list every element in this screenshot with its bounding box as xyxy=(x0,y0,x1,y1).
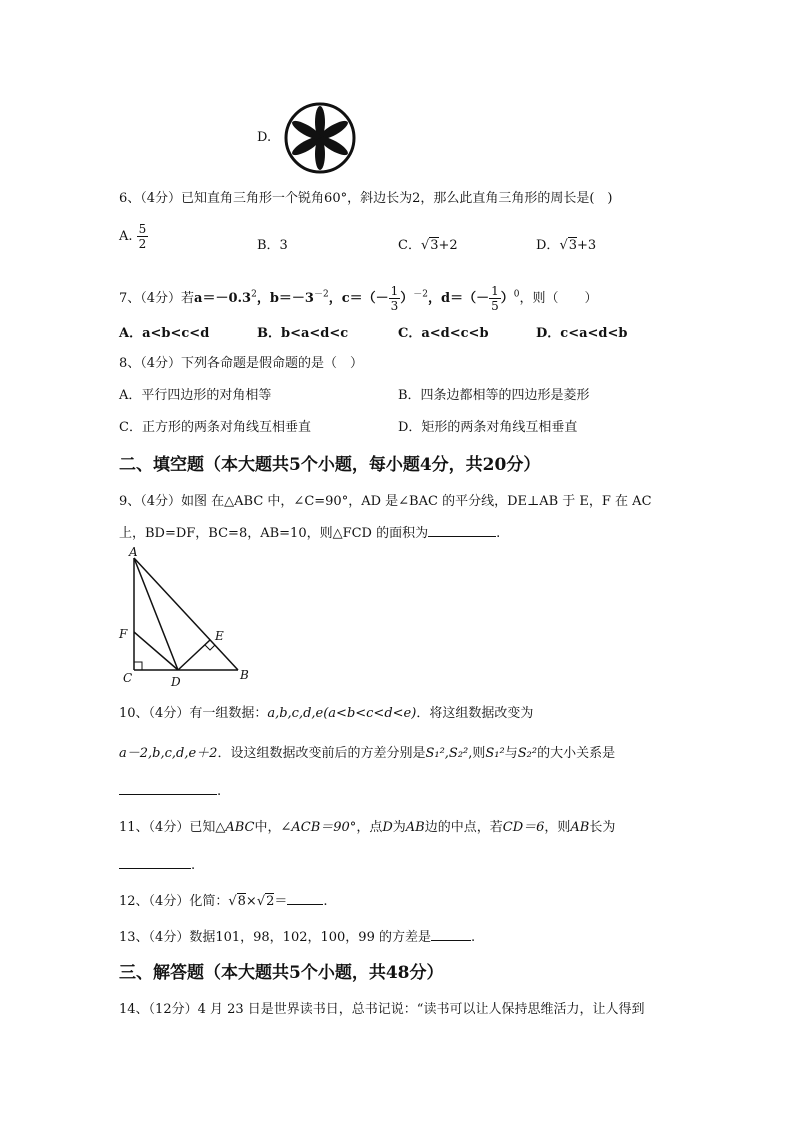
q11-part: 为 xyxy=(392,820,406,835)
q8-option-b: B．四条边都相等的四边形是菱形 xyxy=(398,388,590,403)
q10-part: ,则 xyxy=(468,746,486,761)
q6-d-tail: +3 xyxy=(577,238,597,253)
question-10-line1 xyxy=(119,702,533,721)
section-3-heading: 三、解答题（本大题共5个小题，共48分） xyxy=(119,963,444,983)
label-f: F xyxy=(119,627,128,641)
q10-part: S₁²,S₂² xyxy=(425,746,469,761)
q13-text: 13、（4分）数据101，98，102，100，99 的方差是 xyxy=(119,930,431,945)
q11-answer-blank[interactable] xyxy=(119,854,191,869)
flower-circle-image xyxy=(284,102,356,174)
q11-part: 中， xyxy=(254,820,281,835)
q6-a-denominator: 2 xyxy=(138,237,147,251)
q11-part: 边的中点，若 xyxy=(424,820,503,835)
q10-part: 与 xyxy=(504,746,518,761)
q7-option-d: D．c<a<d<b xyxy=(536,326,628,341)
q8-option-c: C．正方形的两条对角线互相垂直 xyxy=(119,420,311,435)
q12-radicand-1: 8 xyxy=(237,894,246,909)
q7-d-fraction xyxy=(489,284,501,313)
q11-part: ，则 xyxy=(544,820,571,835)
q12-times: × xyxy=(245,894,257,909)
q9-line2-text: 上，BD=DF，BC=8，AB=10，则△FCD 的面积为 xyxy=(119,526,429,541)
q12-answer-blank[interactable] xyxy=(287,890,323,905)
q10-part: ．设这组数据改变前后的方差分别是 xyxy=(217,746,426,761)
q10-part: ．将这组数据改变为 xyxy=(416,706,534,721)
q7-option-b: B．b<a<d<c xyxy=(257,326,349,341)
q11-answer-line xyxy=(119,854,195,873)
q7-part: ，c＝（－ xyxy=(328,291,389,306)
q10-part: S₂² xyxy=(517,746,538,761)
q12-end: . xyxy=(323,894,328,909)
q13-end: . xyxy=(470,930,476,945)
q7-part: ） xyxy=(400,291,414,306)
q6-a-numerator: 5 xyxy=(138,222,147,236)
q9-answer-blank[interactable] xyxy=(428,522,496,537)
q10-answer-line xyxy=(119,780,221,799)
q10-part: a,b,c,d,e(a<b<c<d<e) xyxy=(267,706,417,721)
label-c: C xyxy=(123,671,133,685)
triangle-figure xyxy=(115,544,265,689)
q7-c-num: 1 xyxy=(390,284,399,298)
q6-option-a xyxy=(119,222,148,251)
q10-end: . xyxy=(217,784,222,799)
q7-part: ，d＝（－ xyxy=(428,291,490,306)
q7-part: －2 xyxy=(413,289,429,300)
q7-part: ，b＝－3 xyxy=(256,291,314,306)
q6-option-c: C．√3+2 xyxy=(398,238,458,253)
question-14-text: 14、（12分）4 月 23 日是世界读书日，总书记说：“读书可以让人保持思维活力，让人得到 xyxy=(119,1002,645,1017)
q8-option-a: A．平行四边形的对角相等 xyxy=(119,388,272,403)
q11-part: ∠ACB＝90° xyxy=(280,820,357,835)
q7-part: ，则（ ） xyxy=(519,291,598,306)
q7-part: 7、（4分）若 xyxy=(119,291,195,306)
q12-radicand-2: 2 xyxy=(266,894,275,909)
question-7-text xyxy=(119,284,598,313)
q6-c-radicand: 3 xyxy=(430,238,439,253)
q11-part: △ABC xyxy=(215,820,255,835)
q7-part: 2 xyxy=(251,289,257,300)
label-a: A xyxy=(129,545,138,559)
question-10-line2 xyxy=(119,742,615,761)
q6-c-tail: +2 xyxy=(438,238,458,253)
q11-part: D xyxy=(382,820,393,835)
q6-option-d-label: D． xyxy=(536,238,560,253)
q6-option-d: D．√3+3 xyxy=(536,238,597,253)
q11-part: 11、（4分）已知 xyxy=(119,820,216,835)
q7-option-a: A．a<b<c<d xyxy=(119,326,210,341)
question-9-line1: 9、（4分）如图 在△ABC 中，∠C=90°，AD 是∠BAC 的平分线，DE⊥AB 于 E，F 在 AC xyxy=(119,494,652,509)
q10-part: 的大小关系是 xyxy=(537,746,616,761)
label-b: B xyxy=(240,668,249,682)
q12-equals: ＝ xyxy=(274,894,288,909)
q7-part: a＝－0.3 xyxy=(194,291,252,306)
q11-end: . xyxy=(191,858,196,873)
q11-part: CD＝6 xyxy=(502,820,545,835)
q6-option-b: B．3 xyxy=(257,238,288,253)
q7-part: ） xyxy=(500,291,514,306)
q6-option-c-label: C． xyxy=(398,238,421,253)
q11-part: 长为 xyxy=(589,820,616,835)
question-13-text xyxy=(119,926,475,945)
q11-part: AB xyxy=(570,820,590,835)
q6-option-a-fraction xyxy=(137,222,149,251)
question-8-text: 8、（4分）下列各命题是假命题的是（ ） xyxy=(119,356,364,371)
q11-part: ，点 xyxy=(356,820,383,835)
q7-d-num: 1 xyxy=(491,284,499,298)
q7-d-den: 5 xyxy=(491,299,499,313)
q10-answer-blank[interactable] xyxy=(119,780,217,795)
q10-part: S₁² xyxy=(485,746,505,761)
q6-option-a-label: A. xyxy=(119,229,133,244)
q6-d-radicand: 3 xyxy=(568,238,578,253)
q9-end: . xyxy=(496,526,501,541)
q12-part: 12、（4分）化简： xyxy=(119,894,229,909)
question-9-line2 xyxy=(119,522,500,541)
q7-part: 0 xyxy=(513,289,520,300)
label-d: D xyxy=(171,675,181,689)
q11-part: AB xyxy=(405,820,425,835)
question-6-text: 6、（4分）已知直角三角形一个锐角60°，斜边长为2，那么此直角三角形的周长是( ) xyxy=(119,191,613,206)
q13-answer-blank[interactable] xyxy=(431,926,471,941)
q7-part: －2 xyxy=(313,289,329,300)
q7-c-den: 3 xyxy=(390,299,399,313)
q10-part: a－2,b,c,d,e＋2 xyxy=(119,746,218,761)
label-e: E xyxy=(215,629,224,643)
q5-option-d-label: D. xyxy=(257,130,272,145)
q7-c-fraction xyxy=(389,284,401,313)
q8-option-d: D．矩形的两条对角线互相垂直 xyxy=(398,420,578,435)
q10-part: 10、（4分）有一组数据： xyxy=(119,706,268,721)
question-11-text xyxy=(119,816,615,835)
section-2-heading: 二、填空题（本大题共5个小题，每小题4分，共20分） xyxy=(119,455,541,475)
q7-option-c: C．a<d<c<b xyxy=(398,326,489,341)
question-12-text: 12、（4分）化简：√8×√2＝ . xyxy=(119,890,328,909)
